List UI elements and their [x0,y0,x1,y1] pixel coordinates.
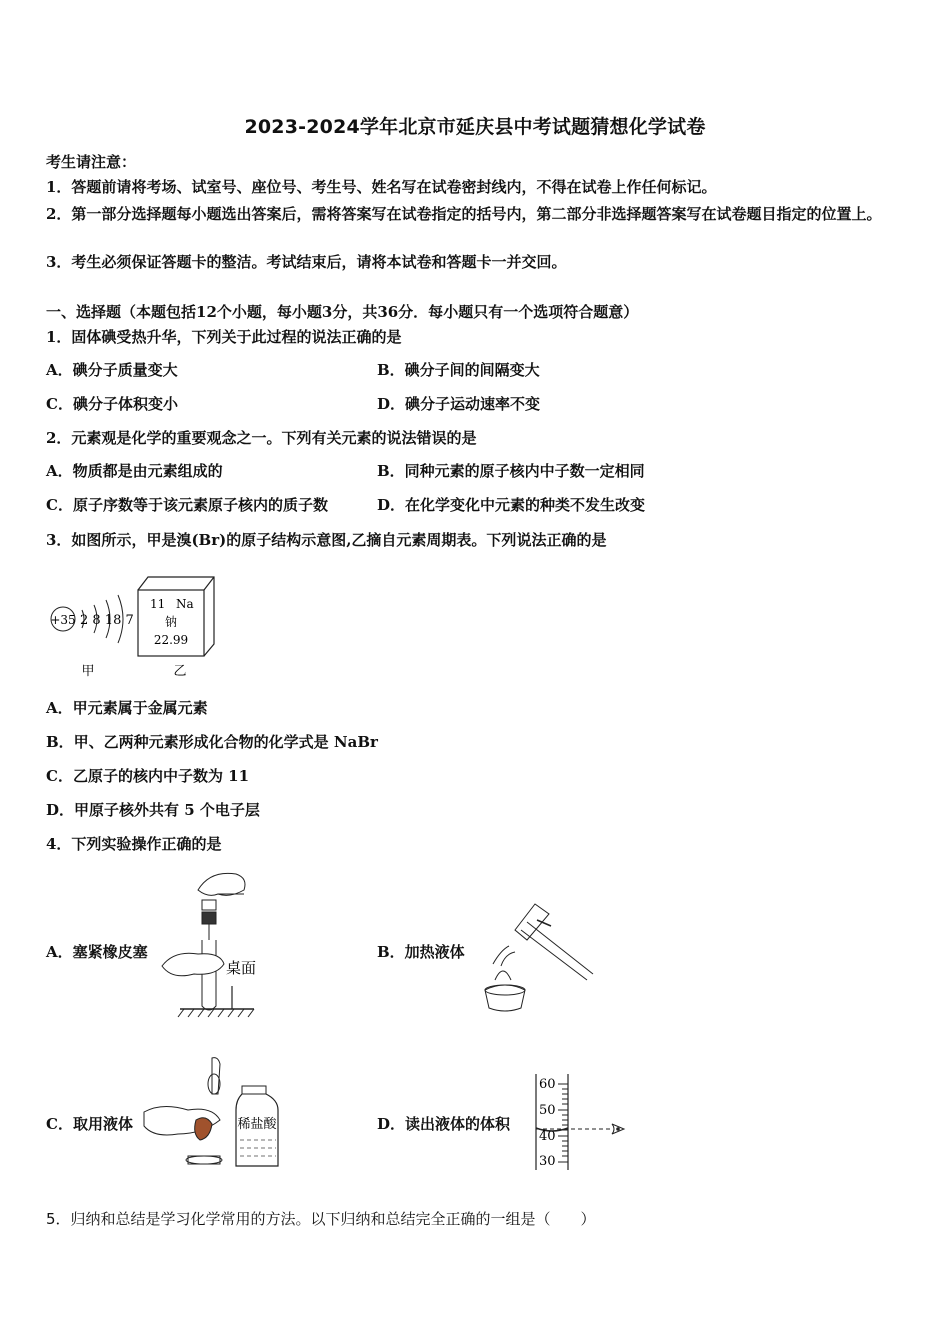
q2-option-d[interactable]: D．在化学变化中元素的种类不发生改变 [377,496,646,514]
q1-option-c[interactable]: C．碘分子体积变小 [46,395,178,413]
liquid-figure [142,1054,284,1170]
q3-option-a[interactable]: A．甲元素属于金属元素 [46,699,208,717]
label-yi: 乙 [173,664,187,679]
atomic-mass: 22.99 [153,633,189,647]
tick-30: 30 [539,1154,556,1169]
q3-figure [46,572,226,684]
q4-option-d[interactable]: D．读出液体的体积 [377,1115,511,1133]
q4-option-a[interactable]: A．塞紧橡皮塞 [46,943,148,961]
q2-stem: 2．元素观是化学的重要观念之一。下列有关元素的说法错误的是 [46,429,477,447]
label-jia: 甲 [81,664,95,679]
tick-40: 40 [539,1129,556,1144]
q2-option-b[interactable]: B．同种元素的原子核内中子数一定相同 [377,462,645,480]
q4-stem: 4．下列实验操作正确的是 [46,835,222,853]
notice-heading: 考生请注意： [46,153,137,171]
q3-stem: 3．如图所示，甲是溴(Br)的原子结构示意图,乙摘自元素周期表。下列说法正确的是 [46,531,607,549]
section-heading: 一、选择题（本题包括12个小题，每小题3分，共36分．每小题只有一个选项符合题意） [46,303,639,321]
bromine-atom-diagram [50,595,133,643]
table-label: 桌面 [226,959,257,977]
q3-option-c[interactable]: C．乙原子的核内中子数为 11 [46,767,250,785]
notice-item-1: 1．答题前请将考场、试室号、座位号、考生号、姓名写在试卷密封线内，不得在试卷上作任何标记。 [46,178,717,196]
q1-stem: 1．固体碘受热升华，下列关于此过程的说法正确的是 [46,328,402,346]
q1-option-a[interactable]: A．碘分子质量变大 [46,361,178,379]
q1-option-b[interactable]: B．碘分子间的间隔变大 [377,361,540,379]
q3-option-d[interactable]: D．甲原子核外共有 5 个电子层 [46,801,260,819]
q5-stem: 5．归纳和总结是学习化学常用的方法。以下归纳和总结完全正确的一组是（ ） [46,1210,596,1228]
element-symbol: Na [176,597,194,611]
q1-option-d[interactable]: D．碘分子运动速率不变 [377,395,541,413]
atomic-number: 11 [150,597,166,611]
electron-shells: 2 8 18 7 [80,613,134,628]
q2-option-a[interactable]: A．物质都是由元素组成的 [46,462,223,480]
periodic-table-cell [138,577,214,656]
stopper-figure [158,868,270,1020]
element-name: 钠 [164,615,178,629]
tick-50: 50 [539,1103,556,1118]
page-title: 2023-2024学年北京市延庆县中考试题猜想化学试卷 [244,116,706,138]
q3-option-b[interactable]: B．甲、乙两种元素形成化合物的化学式是 NaBr [46,733,378,751]
nucleus-charge: +35 [50,613,76,627]
tick-60: 60 [539,1077,556,1092]
acid-label: 稀盐酸 [237,1117,277,1132]
notice-item-3: 3．考生必须保证答题卡的整洁。考试结束后，请将本试卷和答题卡一并交回。 [46,253,567,271]
q4-option-b[interactable]: B．加热液体 [377,943,465,961]
cylinder-figure [530,1072,630,1172]
notice-item-2: 2．第一部分选择题每小题选出答案后，需将答案写在试卷指定的括号内，第二部分非选择题答案写在试卷题目指定的位置上。 [46,205,882,223]
q2-option-c[interactable]: C．原子序数等于该元素原子核内的质子数 [46,496,328,514]
q4-option-c[interactable]: C．取用液体 [46,1115,133,1133]
heating-figure [475,900,595,1020]
